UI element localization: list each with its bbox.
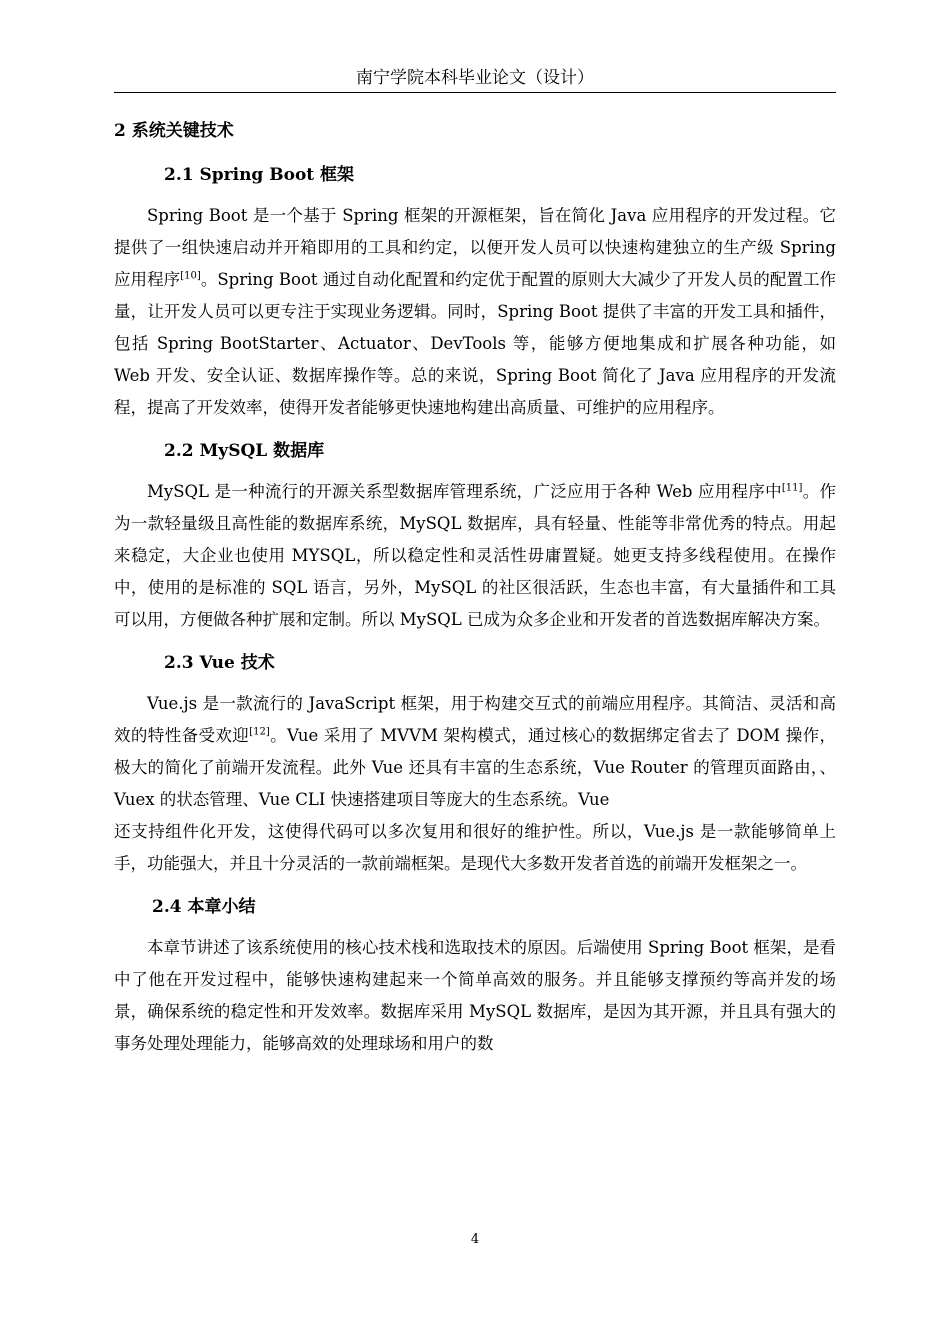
paragraph-vue: [114, 688, 836, 816]
paragraph-text: 。Spring Boot 通过自动化配置和约定优于配置的原则大大减少了开发人员的配置工作量，让开发人员可以更专注于实现业务逻辑。同时，Spring Boot 提供了丰富的开发工具和插件，包括 Spring BootStarter、Actuator、DevTools 等，能够方便地集成和扩展各种功能，如 Web 开发、安全认证、数据库操作等。总的来说，Spring Boot 简化了 Java 应用程序的开发流程，提高了开发效率，使得开发者能够更快速地构建出高质量、可维护的应用程序。: [114, 270, 836, 417]
paragraph-text: MySQL 是一种流行的开源关系型数据库管理系统，广泛应用于各种 Web 应用程序中: [147, 482, 782, 501]
paragraph-text: Spring Boot 是一个基于 Spring 框架的开源框架，旨在简化 Java 应用程序的开发过程。它提供了一组快速启动并开箱即用的工具和约定，以便开发人员可以快速构建独立的生产级 Spring 应用程序: [114, 206, 836, 289]
citation-ref: [10]: [180, 270, 201, 282]
section-heading-2-3: 2.3 Vue 技术: [164, 653, 275, 673]
page-header: 南宁学院本科毕业论文（设计）: [114, 66, 836, 93]
paragraph-text: 。作为一款轻量级且高性能的数据库系统，MySQL 数据库，具有轻量、性能等非常优秀的特点。用起来稳定，大企业也使用 MYSQL，所以稳定性和灵活性毋庸置疑。她更支持多线程使用。在操作中，使用的是标准的 SQL 语言，另外，MySQL 的社区很活跃，生态也丰富，有大量插件和工具可以用，方便做各种扩展和定制。所以 MySQL 已成为众多企业和开发者的首选数据库解决方案。: [114, 482, 836, 629]
citation-ref: [11]: [781, 482, 803, 494]
chapter-heading: 2 系统关键技术: [114, 121, 234, 141]
paragraph-mysql: [114, 476, 836, 636]
section-heading-2-1: 2.1 Spring Boot 框架: [164, 165, 355, 185]
section-heading-2-4: 2.4 本章小结: [152, 897, 256, 917]
page-number: 4: [470, 1232, 480, 1247]
paragraph-vue-continued: 还支持组件化开发，这使得代码可以多次复用和很好的维护性。所以，Vue.js 是一款能够简单上手，功能强大，并且十分灵活的一款前端框架。是现代大多数开发者首选的前端开发框架之一。: [114, 822, 836, 873]
paragraph-spring-boot: [114, 200, 836, 424]
section-heading-2-2: 2.2 MySQL 数据库: [164, 441, 325, 461]
paragraph-summary: 本章节讲述了该系统使用的核心技术栈和选取技术的原因。后端使用 Spring Boot 框架，是看中了他在开发过程中，能够快速构建起来一个简单高效的服务。并且能够支撑预约等高并发的场景，确保系统的稳定性和开发效率。数据库采用 MySQL 数据库，是因为其开源，并且具有强大的事务处理处理能力，能够高效的处理球场和用户的数: [114, 938, 836, 1053]
paragraph-text: 。Vue 采用了 MVVM 架构模式，通过核心的数据绑定省去了 DOM 操作，极大的简化了前端开发流程。此外 Vue 还具有丰富的生态系统，Vue Router 的管理页面路由，、Vuex 的状态管理、Vue CLI 快速搭建项目等庞大的生态系统。Vue: [114, 726, 837, 809]
document-body: [114, 116, 836, 1072]
paragraph-text: Vue.js 是一款流行的 JavaScript 框架，用于构建交互式的前端应用程序。其简洁、灵活和高效的特性备受欢迎: [114, 694, 836, 745]
citation-ref: [12]: [249, 726, 270, 738]
